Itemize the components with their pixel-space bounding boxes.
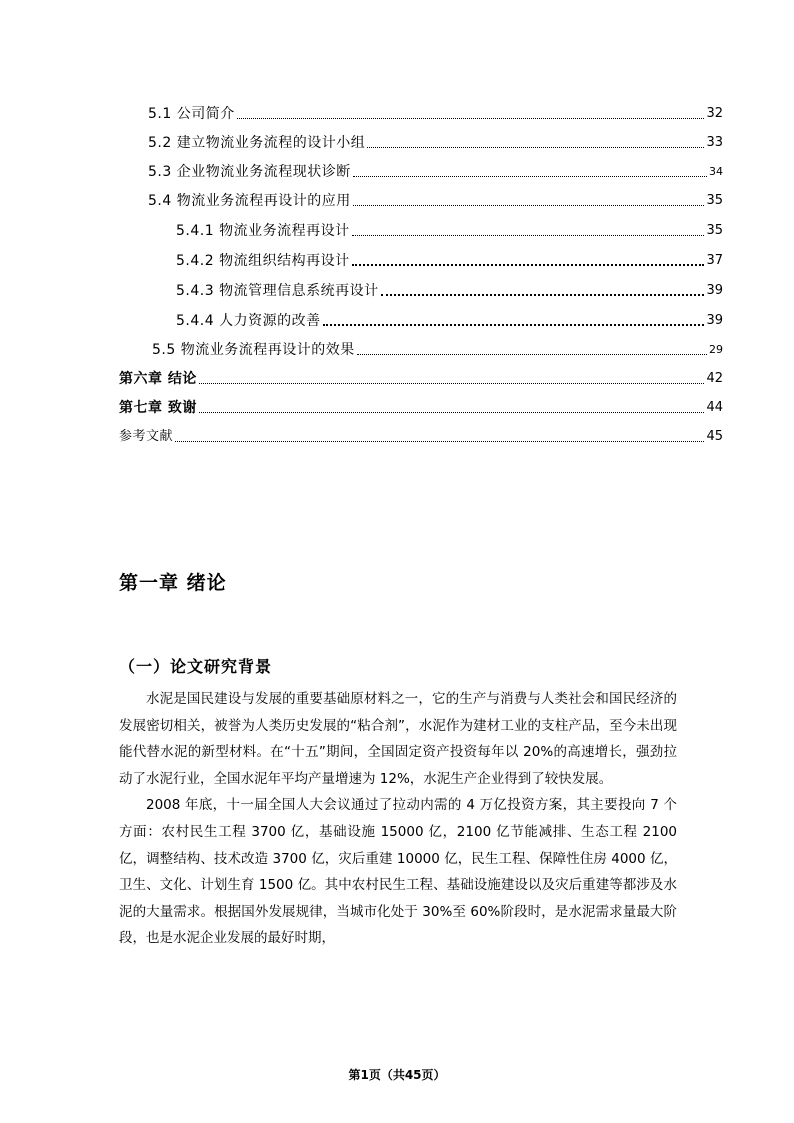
toc-entry-references[interactable]	[119, 428, 723, 446]
paragraph: 2008 年底，十一届全国人大会议通过了拉动内需的 4 万亿投资方案，其主要投向 7 个方面：农村民生工程 3700 亿，基础设施 15000 亿，2100 亿节能减排、生态工程 2100 亿，调整结构、技术改造 3700 亿，灾后重建 10000 亿，民生工程、保障性住房 4000 亿，卫生、文化、计划生育 1500 亿。其中农村民生工程、基础设施建设以及灾后重建等都涉及水泥的大量需求。根据国外发展规律，当城市化处于 30%至 60%阶段时，是水泥需求量最大阶段，也是水泥企业发展的最好时期，	[119, 797, 677, 947]
toc-entry-label: 参考文献	[119, 429, 174, 444]
toc-entry-5-4-4[interactable]	[176, 312, 723, 330]
toc-leader	[353, 176, 707, 177]
toc-entry-page: 33	[706, 135, 723, 150]
toc-entry-page: 37	[706, 253, 723, 268]
section-title: （一）论文研究背景	[119, 657, 273, 676]
toc-leader	[323, 324, 705, 326]
toc-leader	[357, 354, 707, 355]
page-footer: 第1页（共45页）	[348, 1068, 446, 1082]
toc-leader	[352, 235, 705, 236]
toc-entry-page: 45	[706, 429, 723, 444]
toc-entry-page: 35	[706, 193, 723, 208]
toc-entry-label: 5.1 公司简介	[148, 106, 235, 122]
toc-entry-5-4-2[interactable]	[176, 252, 723, 270]
toc-entry-5-2[interactable]	[148, 134, 723, 152]
toc-entry-label: 5.4.1 物流业务流程再设计	[176, 223, 350, 239]
toc-entry-5-4-1[interactable]	[176, 222, 723, 240]
chapter-title: 第一章 绪论	[119, 572, 227, 594]
toc-leader	[353, 205, 705, 206]
toc-leader	[367, 147, 704, 148]
toc-entry-page: 44	[706, 400, 723, 415]
toc-entry-label: 5.5 物流业务流程再设计的效果	[152, 342, 355, 358]
toc-entry-page: 35	[706, 223, 723, 238]
toc-entry-label: 5.2 建立物流业务流程的设计小组	[148, 135, 366, 151]
toc-entry-5-4[interactable]	[148, 192, 723, 210]
toc-entry-chapter-6[interactable]	[119, 370, 723, 388]
paragraph: 水泥是国民建设与发展的重要基础原材料之一，它的生产与消费与人类社会和国民经济的发展密切相关，被誉为人类历史发展的“粘合剂”，水泥作为建材工业的支柱产品，至今未出现能代替水泥的新型材料。在“十五”期间，全国固定资产投资每年以 20%的高速增长，强劲拉动了水泥行业，全国水泥年平均产量增速为 12%，水泥生产企业得到了较快发展。	[119, 691, 677, 787]
toc-entry-label: 5.4.4 人力资源的改善	[176, 313, 321, 329]
toc-entry-label: 5.3 企业物流业务流程现状诊断	[148, 164, 351, 180]
toc-entry-page: 39	[706, 313, 723, 328]
toc-leader	[175, 441, 704, 442]
toc-entry-page: 34	[709, 165, 723, 178]
toc-leader	[381, 294, 705, 296]
toc-leader	[199, 412, 705, 413]
toc-entry-5-4-3[interactable]	[176, 282, 723, 300]
toc-leader	[352, 264, 705, 266]
toc-leader	[237, 118, 705, 119]
toc-entry-page: 42	[706, 371, 723, 386]
toc-entry-5-5[interactable]	[152, 341, 723, 359]
toc-entry-label: 5.4.2 物流组织结构再设计	[176, 253, 350, 269]
body-text	[119, 686, 677, 952]
toc-entry-5-3[interactable]	[148, 163, 723, 181]
toc-entry-5-1[interactable]	[148, 105, 723, 123]
toc-leader	[199, 383, 705, 384]
toc-entry-label: 第七章 致谢	[119, 400, 197, 416]
toc-entry-page: 32	[706, 106, 723, 121]
toc-entry-label: 5.4.3 物流管理信息系统再设计	[176, 283, 379, 299]
toc-entry-label: 第六章 结论	[119, 371, 197, 387]
toc-entry-page: 39	[706, 283, 723, 298]
toc-entry-chapter-7[interactable]	[119, 399, 723, 417]
toc-entry-label: 5.4 物流业务流程再设计的应用	[148, 193, 351, 209]
toc-entry-page: 29	[709, 343, 723, 356]
